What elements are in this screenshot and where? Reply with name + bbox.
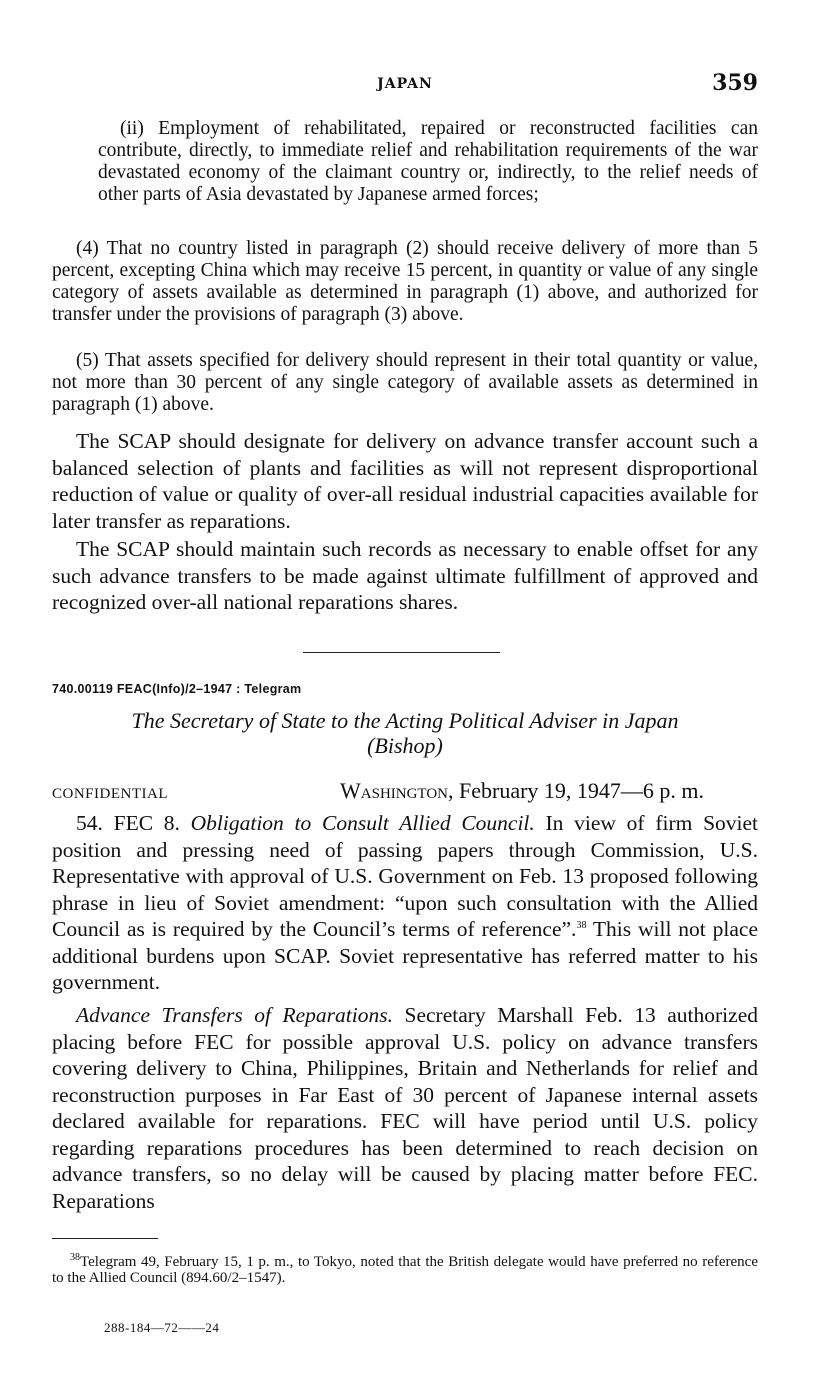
- dateline-date: February 19, 1947—6 p. m.: [459, 778, 705, 803]
- scap-designation-paragraph: [52, 428, 758, 534]
- scap-records-text: The SCAP should maintain such records as necessary to enable offset for any such advance transfers to be made against ultimate fulfillment of approved and recognized over-all national reparations shares.: [52, 537, 758, 614]
- footnote-reference-38: 38: [576, 919, 587, 931]
- document-title-line-1: The Secretary of State to the Acting Political Adviser in Japan: [131, 708, 679, 733]
- document-title: [52, 708, 758, 758]
- paragraph-4: [52, 238, 758, 326]
- file-reference: 740.00119 FEAC(Info)/2–1947 : Telegram: [52, 682, 302, 696]
- paragraph-54-heading: Obligation to Consult Allied Council.: [190, 811, 535, 835]
- footnote-divider: [52, 1238, 158, 1239]
- scap-records-paragraph: [52, 536, 758, 616]
- document-title-line-2: (Bishop): [367, 733, 443, 758]
- subparagraph-ii: [98, 118, 758, 206]
- dateline-place: Washington,: [340, 778, 454, 803]
- advance-transfers-body: Secretary Marshall Feb. 13 authorized placing before FEC for possible approval U.S. policy on advance transfers covering delivery to China, Philippines, Britain and Netherlands for relief and reconstruction purposes in Far East of 30 percent of Japanese internal assets declared available for reparations. FEC will have period until U.S. policy regarding reparations procedures has been determined to reach decision on advance transfers, so no delay will be caused by placing matter before FEC. Reparations: [52, 1003, 758, 1213]
- paragraph-54-body-a: In view of firm Soviet position and pressing need of passing papers through Commission, U.S. Representative with approval of U.S. Government on Feb. 13 proposed following phrase in lieu of Soviet amendment: “upon such consultation with the Allied Council as is required by the Council’s terms of reference”.: [52, 811, 759, 941]
- paragraph-54-text: [52, 810, 758, 996]
- footnote-number: 38: [70, 1252, 80, 1263]
- footnote-38: [52, 1254, 758, 1286]
- footnote-text: Telegram 49, February 15, 1 p. m., to Tokyo, noted that the British delegate would have preferred no reference to the Allied Council (894.60/2–1547).: [52, 1254, 758, 1286]
- paragraph-54-body-b: This will not place additional burdens upon SCAP. Soviet representative has referred matter to his government.: [52, 917, 758, 994]
- paragraph-54-number: 54. FEC 8.: [76, 811, 180, 835]
- paragraph-5-text: (5) That assets specified for delivery should represent in their total quantity or value, not more than 30 percent of any single category of available assets as determined in paragraph (1) above.: [52, 350, 758, 415]
- paragraph-4-text: (4) That no country listed in paragraph (2) should receive delivery of more than 5 percent, excepting China which may receive 15 percent, in quantity or value of any single category of assets available as determined in paragraph (1) above, and authorized for transfer under the provisions of paragraph (3) above.: [52, 238, 758, 325]
- running-title: JAPAN: [377, 76, 433, 92]
- advance-transfers-heading: Advance Transfers of Reparations.: [76, 1003, 393, 1027]
- scap-designation-text: The SCAP should designate for delivery on advance transfer account such a balanced selection of plants and facilities as will not represent disproportional reduction of value or quality of over-all residual industrial capacities available for later transfer as reparations.: [52, 429, 758, 533]
- page-number: 359: [712, 70, 758, 96]
- paragraph-5: [52, 350, 758, 416]
- section-divider: [303, 652, 500, 653]
- subparagraph-ii-text: (ii) Employment of rehabilitated, repaired or reconstructed facilities can contribute, directly, to immediate relief and rehabilitation requirements of the war devastated economy of the claimant country or, indirectly, to the relief needs of other parts of Asia devastated by Japanese armed forces;: [98, 118, 758, 205]
- advance-transfers-text: [52, 1002, 758, 1214]
- dateline: [340, 778, 704, 804]
- printer-code: 288-184—72——24: [104, 1320, 220, 1335]
- paragraph-54: [52, 810, 758, 996]
- classification-label: CONFIDENTIAL: [52, 786, 168, 802]
- advance-transfers-paragraph: [52, 1002, 758, 1214]
- running-header: [52, 70, 758, 100]
